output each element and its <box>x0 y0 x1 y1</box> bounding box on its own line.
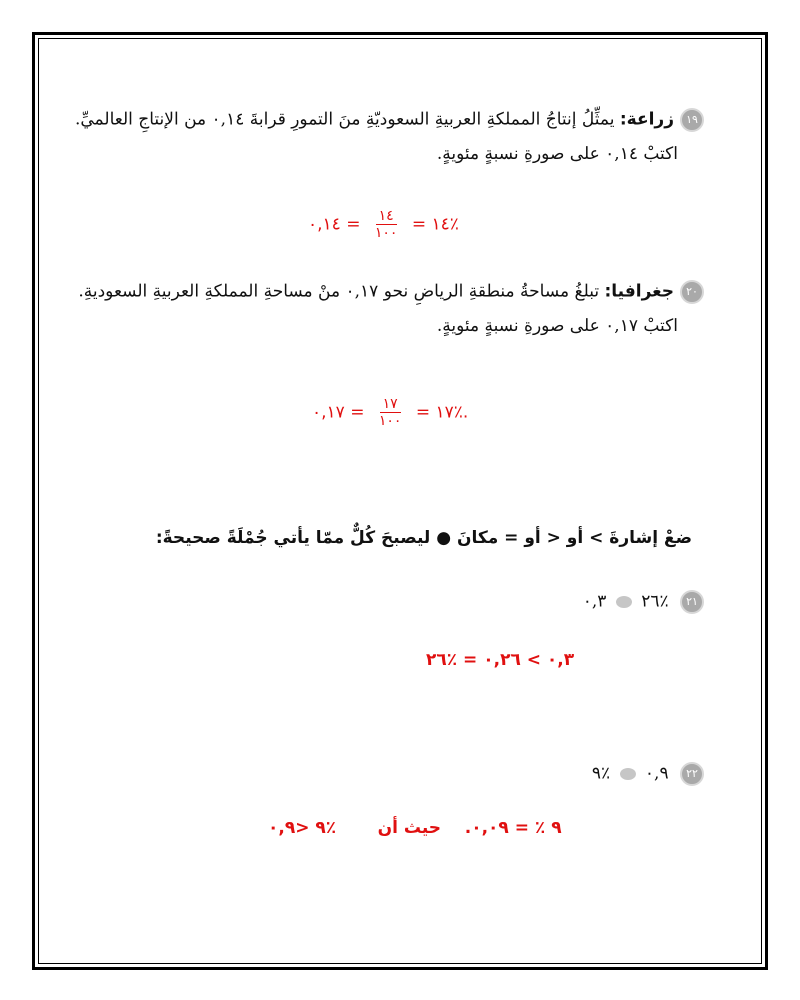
answer-fraction <box>372 208 401 241</box>
answer-part-since: حيث أن <box>377 818 442 838</box>
problem-number-badge: ١٩ <box>680 108 704 132</box>
answer-decimal: ٠,١٤ <box>308 214 341 235</box>
equals-sign: = <box>411 214 427 235</box>
problem-22-statement <box>592 762 704 786</box>
equals-sign: = <box>346 214 361 235</box>
answer-part-explanation: ٩ ٪ = ٠,٠٩. <box>464 818 562 838</box>
problem-19-instruction: اكتبْ ٠,١٤ على صورةِ نسبةٍ مئويةٍ. <box>436 144 678 164</box>
problem-number-badge: ٢٢ <box>680 762 704 786</box>
answer-decimal: ٠,١٧ <box>312 402 345 423</box>
answer-part-comparison: ٪٩ <٠,٩ <box>268 818 337 838</box>
problem-21-statement <box>583 590 704 614</box>
fraction-numerator: ١٧ <box>380 396 401 413</box>
fraction-denominator: ١٠٠ <box>374 225 398 241</box>
problem-22-answer <box>268 818 562 838</box>
problem-19-statement <box>75 108 704 132</box>
problem-20-instruction: اكتبْ ٠,١٧ على صورةِ نسبةٍ مئويةٍ. <box>436 316 678 336</box>
problem-text: يمثِّلُ إنتاجُ المملكةِ العربيةِ السعوديّةِ منَ التمورِ قرابةَ ٠,١٤ من الإنتاجِ العالميِّ. <box>74 109 620 130</box>
answer-percent: .٪١٧ <box>435 402 469 423</box>
problem-20-statement <box>78 280 704 304</box>
problem-keyword: زراعة: <box>619 109 674 130</box>
comparison-left: ٪٢٦ <box>641 591 669 612</box>
problem-21-answer: ٠,٣ > ٠,٢٦ = ٪٢٦ <box>426 650 575 670</box>
problem-keyword: جغرافيا: <box>604 281 674 302</box>
equals-sign: = <box>350 402 365 423</box>
answer-percent: ٪١٤ <box>431 214 459 235</box>
equals-sign: = <box>415 402 431 423</box>
problem-19-answer <box>308 208 459 241</box>
blank-circle-icon <box>616 596 632 608</box>
problem-number-badge: ٢٠ <box>680 280 704 304</box>
problem-20-answer <box>312 396 468 429</box>
answer-fraction <box>376 396 405 429</box>
problem-text: تبلغُ مساحةُ منطقةِ الرياضِ نحو ٠,١٧ منْ مساحةِ المملكةِ العربيةِ السعوديةِ. <box>78 281 605 302</box>
fraction-denominator: ١٠٠ <box>378 413 402 429</box>
problem-number-badge: ٢١ <box>680 590 704 614</box>
comparison-right: ٠,٣ <box>582 591 607 612</box>
fraction-numerator: ١٤ <box>376 208 397 225</box>
section-instruction: ضعْ إشارةَ > أو < أو = مكانَ ● ليصبحَ كُلٌّ ممّا يأتي جُمْلَةً صحيحةً: <box>155 528 692 548</box>
blank-circle-icon <box>620 768 636 780</box>
comparison-left: ٠,٩ <box>644 763 669 784</box>
comparison-right: ٪٩ <box>591 763 611 784</box>
